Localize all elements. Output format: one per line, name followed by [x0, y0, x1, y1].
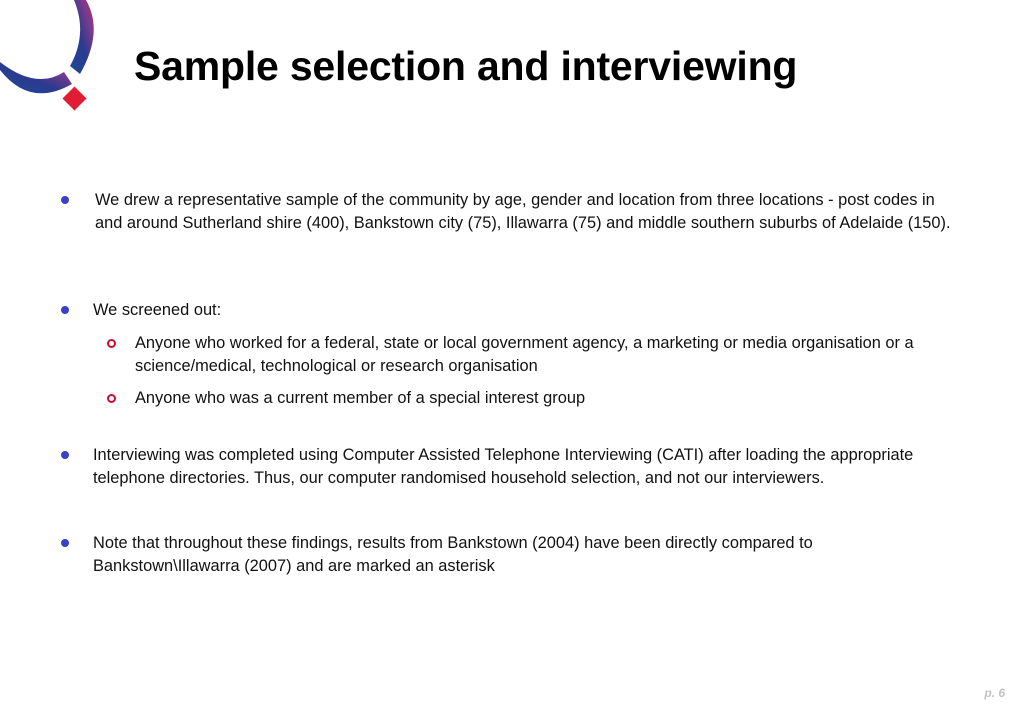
bullet-dot-icon — [61, 306, 69, 314]
sub-bullet-ring-icon — [107, 339, 116, 348]
bullet-text: We screened out: — [93, 301, 222, 319]
sub-bullet-text: Anyone who was a current member of a special interest group — [135, 389, 586, 407]
logo-ring-shape — [0, 62, 72, 93]
bullet-dot-icon — [61, 196, 69, 204]
company-logo — [0, 0, 110, 120]
bullet-dot-icon — [61, 539, 69, 547]
bullet-note — [93, 532, 933, 577]
page-number: p. 6 — [984, 686, 1005, 700]
bullet-text: Interviewing was completed using Computer Assisted Telephone Interviewing (CATI) after loading the appropriate telephone directories. Thus, our computer randomised household selection, and not our interviewers. — [93, 446, 914, 487]
bullet-dot-icon — [61, 451, 69, 459]
bullet-text: Note that throughout these findings, results from Bankstown (2004) have been directly compared to Bankstown\Illawarra (2007) and are marked an asterisk — [93, 534, 813, 575]
logo-red-square — [62, 86, 86, 110]
bullet-sample — [95, 189, 965, 234]
bullet-interviewing — [93, 444, 933, 489]
sub-bullet-organisation — [135, 332, 925, 377]
sub-bullet-ring-icon — [107, 394, 116, 403]
page-title: Sample selection and interviewing — [134, 43, 798, 89]
sub-bullet-interest-group — [135, 387, 925, 410]
sub-bullet-text: Anyone who worked for a federal, state or local government agency, a marketing or media organisation or a science/medical, technological or research organisation — [135, 334, 914, 375]
bullet-screened-out — [93, 299, 963, 322]
bullet-text: We drew a representative sample of the community by age, gender and location from three locations - post codes in and around Sutherland shire (400), Bankstown city (75), Illawarra (75) and middle southern suburbs of Adelaide (150). — [95, 191, 951, 232]
logo-arc-shape — [70, 0, 94, 74]
